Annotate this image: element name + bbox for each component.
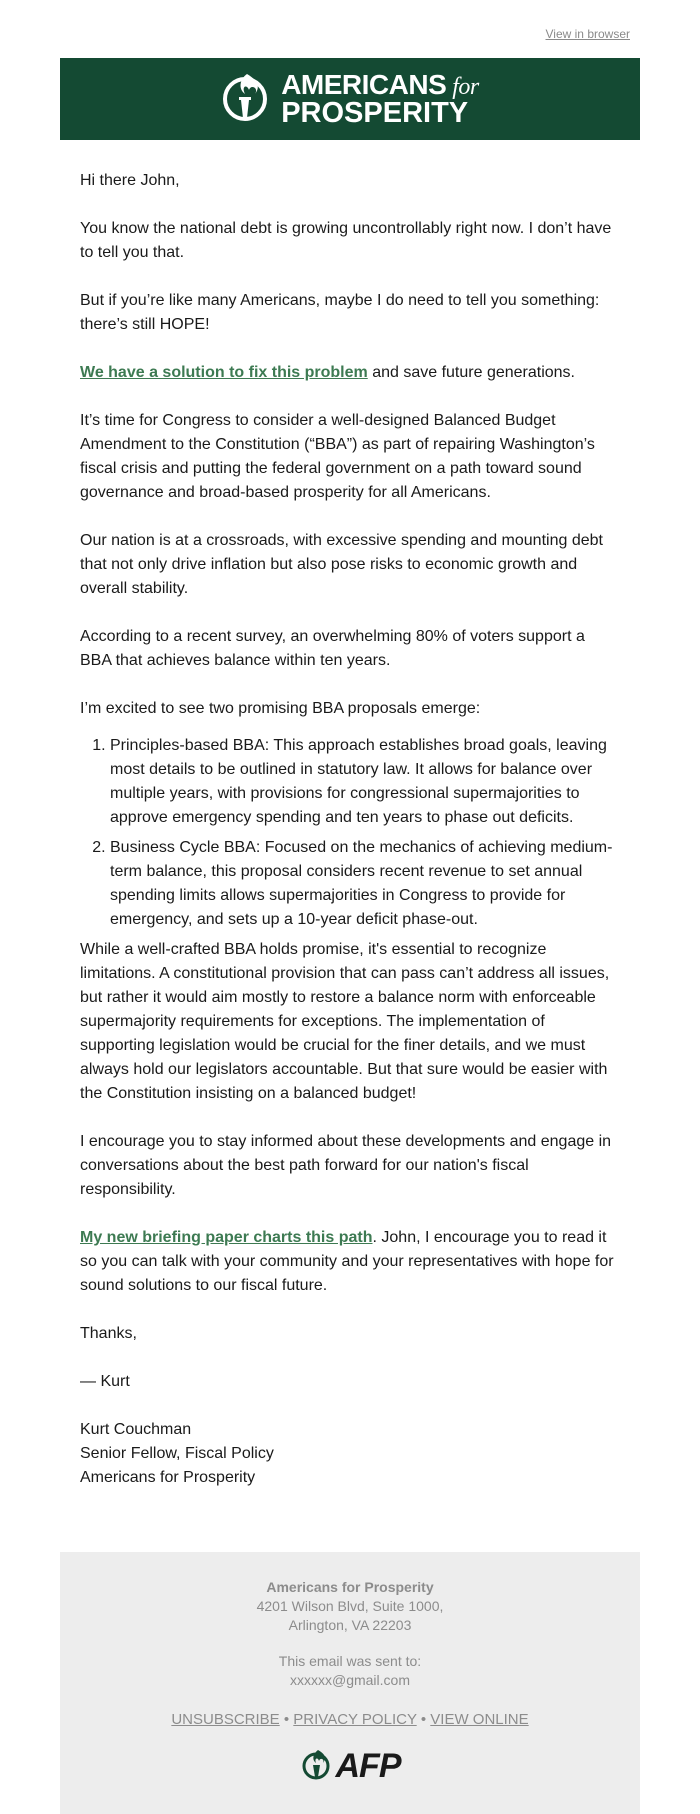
footer-links [60, 1710, 640, 1729]
paragraph-5: Our nation is at a crossroads, with excessive spending and mounting debt that not only drive inflation but also pose risks to economic growth and overall stability. [80, 532, 603, 597]
thanks: Thanks, [80, 1325, 137, 1342]
view-online-link[interactable]: VIEW ONLINE [430, 1711, 529, 1728]
privacy-policy-link[interactable]: PRIVACY POLICY [293, 1711, 417, 1728]
paragraph-8: While a well-crafted BBA holds promise, it's essential to recognize limitations. A constitutional provision that can pass can’t address all issues, but rather it would aim mostly to restore a balance norm with enforceable supermajority requirements for exceptions. The implementation of supporting legislation would be crucial for the finer details, and we must always hold our legislators accountable. But that sure would be easier with the Constitution insisting on a balanced budget! [80, 941, 610, 1102]
paragraph-10 [80, 1226, 620, 1298]
paragraph-9: I encourage you to stay informed about these developments and engage in conversations about the best path forward for our nation's fiscal responsibility. [80, 1133, 612, 1198]
solution-link[interactable]: We have a solution to fix this problem [80, 364, 368, 381]
paragraph-10-rest: . John, I encourage you to read it so you can talk with your community and your representatives with hope for sound solutions to our fiscal future. [80, 1229, 614, 1294]
paragraph-1: You know the national debt is growing uncontrollably right now. I don’t have to tell you that. [80, 220, 612, 261]
signoff: — Kurt [80, 1373, 130, 1390]
paragraph-2: But if you’re like many Americans, maybe I do need to tell you something: there’s still HOPE! [80, 292, 600, 333]
separator: • [283, 1711, 290, 1728]
afp-footer-logo[interactable] [60, 1747, 640, 1786]
logo-prosperity: PROSPERITY [281, 97, 469, 129]
paragraph-3 [80, 361, 620, 385]
footer-address-line-1: 4201 Wilson Blvd, Suite 1000, [256, 1598, 444, 1614]
email-body [60, 140, 640, 1490]
afp-wordmark: AFP [335, 1747, 401, 1785]
torch-icon [221, 70, 273, 129]
unsubscribe-link[interactable]: UNSUBSCRIBE [171, 1711, 280, 1728]
top-bar [60, 0, 640, 58]
logo-americans: AMERICANS [281, 69, 447, 100]
list-item: 2. Business Cycle BBA: Focused on the mechanics of achieving medium-term balance, this proposal considers recent revenue to set annual spending limits allows supermajorities in Congress to provide for emergency, and sets up a 10-year deficit phase-out. [110, 836, 620, 932]
greeting: Hi there John, [80, 172, 180, 189]
afp-logo[interactable] [221, 70, 479, 129]
footer-address-line-2: Arlington, VA 22203 [288, 1617, 412, 1633]
signature-block [80, 1418, 620, 1490]
paragraph-3-rest: and save future generations. [367, 364, 575, 381]
logo-for: for [452, 74, 479, 100]
signature-title: Senior Fellow, Fiscal Policy [80, 1445, 274, 1462]
logo-wordmark [281, 69, 479, 129]
torch-icon [300, 1747, 334, 1786]
bba-proposals-list [80, 734, 620, 932]
paragraph-7: I’m excited to see two promising BBA proposals emerge: [80, 700, 481, 717]
separator: • [420, 1711, 427, 1728]
view-in-browser-link[interactable]: View in browser [545, 27, 630, 41]
signature-org: Americans for Prosperity [80, 1469, 256, 1486]
paragraph-4: It’s time for Congress to consider a well-designed Balanced Budget Amendment to the Constitution (“BBA”) as part of repairing Washington’s fiscal crisis and putting the federal government on a path toward sound governance and broad-based prosperity for all Americans. [80, 412, 595, 501]
recipient-email: xxxxxx@gmail.com [289, 1672, 410, 1688]
paragraph-6: According to a recent survey, an overwhelming 80% of voters support a BBA that achieves balance within ten years. [80, 628, 585, 669]
briefing-paper-link[interactable]: My new briefing paper charts this path [80, 1229, 373, 1246]
list-item: 1. Principles-based BBA: This approach establishes broad goals, leaving most details to be outlined in statutory law. It allows for balance over multiple years, with provisions for congressional supermajorities to approve emergency spending and ten years to phase out deficits. [110, 734, 620, 830]
footer-org: Americans for Prosperity [266, 1579, 434, 1595]
footer [60, 1552, 640, 1814]
signature-name: Kurt Couchman [80, 1421, 192, 1438]
header-banner [60, 58, 640, 140]
sent-to-label: This email was sent to: [278, 1653, 422, 1669]
